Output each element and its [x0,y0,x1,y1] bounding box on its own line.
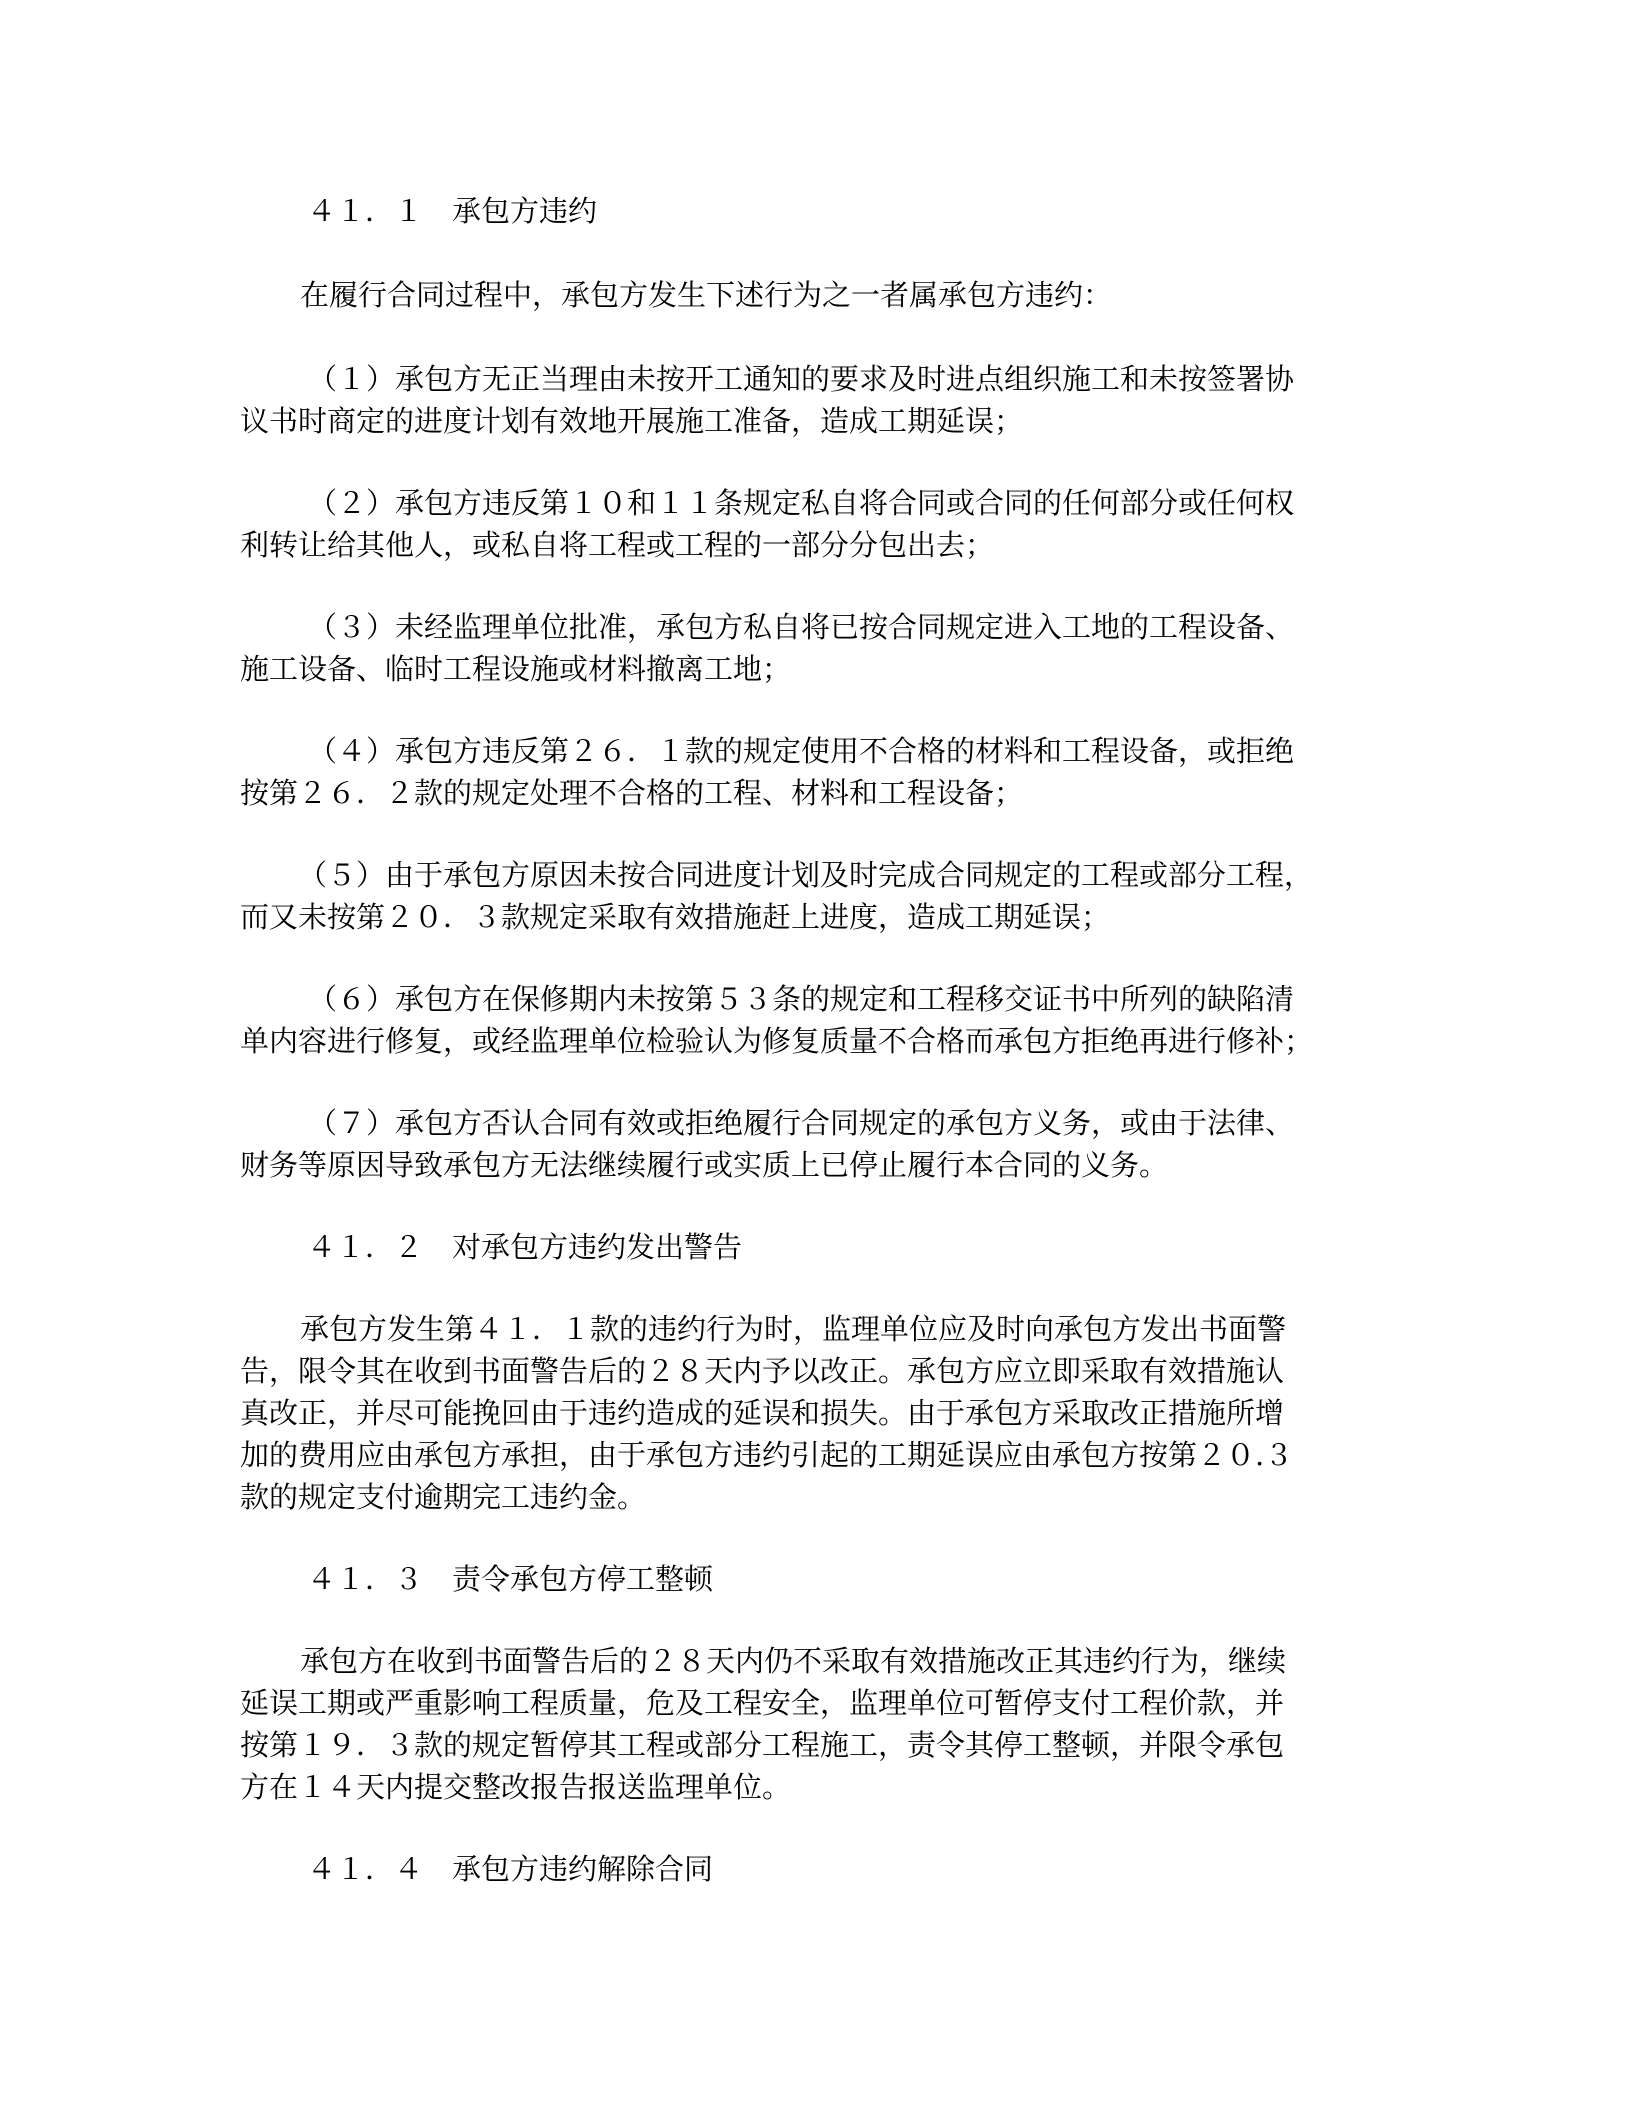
list-item-line: （６）承包方在保修期内未按第５３条的规定和工程移交证书中所列的缺陷清 [308,982,1295,1016]
list-item-line: （２）承包方违反第１０和１１条规定私自将合同或合同的任何部分或任何权 [308,486,1295,520]
document-page [240,190,1390,1890]
list-item-6 [240,978,1390,1062]
list-item-5 [240,854,1390,938]
list-item-line: 议书时商定的进度计划有效地开展施工准备，造成工期延误； [240,404,1024,438]
list-item-line: 而又未按第２０．３款规定采取有效措施赶上进度，造成工期延误； [240,900,1111,934]
paragraph-line: 告，限令其在收到书面警告后的２８天内予以改正。承包方应立即采取有效措施认 [240,1354,1285,1388]
paragraph-line: 加的费用应由承包方承担，由于承包方违约引起的工期延误应由承包方按第２０.３ [240,1438,1294,1472]
paragraph-line: 款的规定支付逾期完工违约金。 [240,1480,647,1514]
list-item-line: （４）承包方违反第２６．１款的规定使用不合格的材料和工程设备，或拒绝 [308,734,1295,768]
list-item-line: 财务等原因导致承包方无法继续履行或实质上已停止履行本合同的义务。 [240,1148,1169,1182]
heading-text: ４１．３ 责令承包方停工整顿 [307,1562,714,1596]
list-item-7 [240,1102,1390,1186]
list-item-line: （７）承包方否认合同有效或拒绝履行合同规定的承包方义务，或由于法律、 [308,1106,1295,1140]
paragraph-line: 真改正，并尽可能挽回由于违约造成的延误和损失。由于承包方采取改正措施所增 [240,1396,1285,1430]
list-item-1 [240,358,1390,442]
list-item-line: 利转让给其他人，或私自将工程或工程的一部分分包出去； [240,528,995,562]
list-item-line: 按第２６．２款的规定处理不合格的工程、材料和工程设备； [240,776,1024,810]
paragraph-line: 方在１４天内提交整改报告报送监理单位。 [240,1770,792,1804]
list-item-line: （１）承包方无正当理由未按开工通知的要求及时进点组织施工和未按签署协 [308,362,1295,396]
section-heading-41-2 [240,1226,1390,1268]
heading-text: ４１．１ 承包方违约 [307,194,598,228]
list-item-4 [240,730,1390,814]
list-item-2 [240,482,1390,566]
list-item-line: 单内容进行修复，或经监理单位检验认为修复质量不合格而承包方拒绝再进行修补； [240,1024,1314,1058]
paragraph-line: 按第１９．３款的规定暂停其工程或部分工程施工，责令其停工整顿，并限令承包 [240,1728,1285,1762]
list-item-3 [240,606,1390,690]
section-heading-41-3 [240,1558,1390,1600]
heading-text: ４１．２ 对承包方违约发出警告 [307,1230,743,1264]
list-item-line: （３）未经监理单位批准，承包方私自将已按合同规定进入工地的工程设备、 [308,610,1295,644]
paragraph-line: 在履行合同过程中，承包方发生下述行为之一者属承包方违约： [300,278,1113,312]
paragraph-line: 延误工期或严重影响工程质量，危及工程安全，监理单位可暂停支付工程价款，并 [240,1686,1285,1720]
paragraph-41-2 [240,1308,1390,1518]
list-item-line: 施工设备、临时工程设施或材料撤离工地； [240,652,792,686]
paragraph-intro [240,274,1390,316]
section-heading-41-4 [240,1848,1390,1890]
paragraph-line: 承包方在收到书面警告后的２８天内仍不采取有效措施改正其违约行为，继续 [300,1644,1287,1678]
section-heading-41-1 [240,190,1390,232]
heading-text: ４１．４ 承包方违约解除合同 [307,1852,714,1886]
paragraph-line: 承包方发生第４１．１款的违约行为时，监理单位应及时向承包方发出书面警 [300,1312,1287,1346]
paragraph-41-3 [240,1640,1390,1808]
list-item-line: （５）由于承包方原因未按合同进度计划及时完成合同规定的工程或部分工程， [298,858,1314,892]
